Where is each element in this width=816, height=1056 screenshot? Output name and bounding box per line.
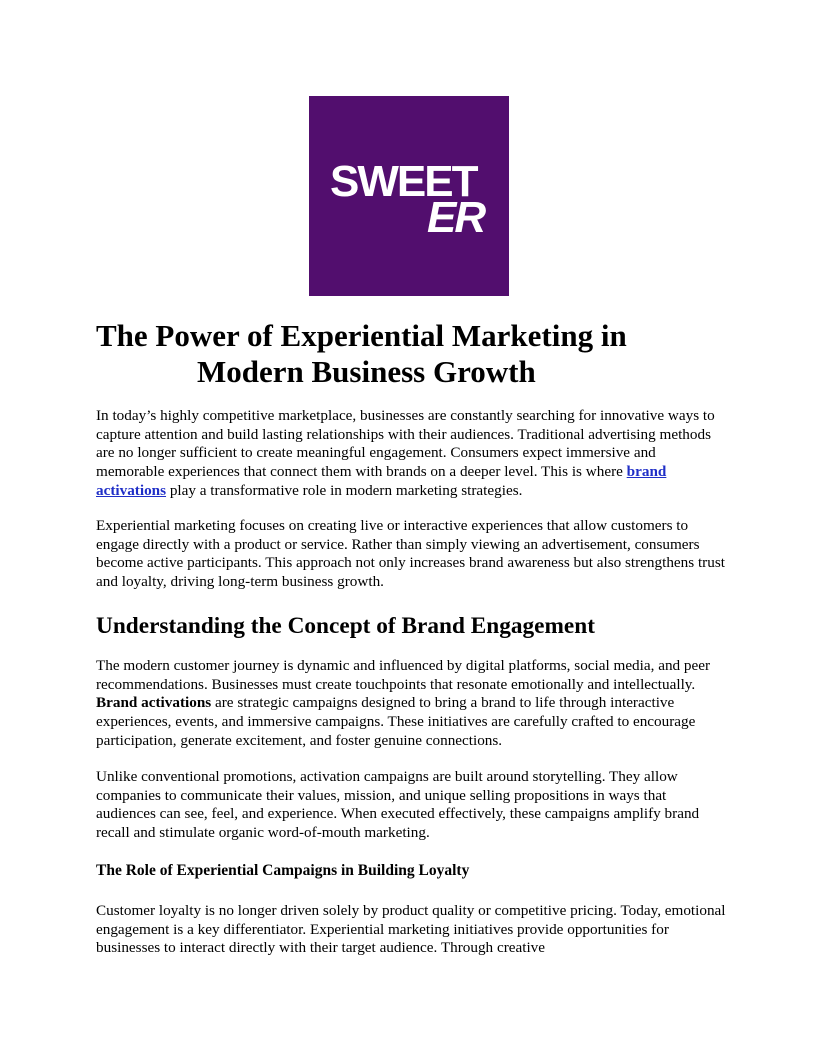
brand-activations-link[interactable]: brand activations: [96, 463, 667, 499]
storytelling-paragraph: Unlike conventional promotions, activation campaigns are built around storytelling. They allow companies to communicate their values, mission, and unique selling propositions in ways that audiences can see, feel, and experience. When executed effectively, these campaigns amplify brand recall and stimulate organic word-of-mouth marketing.: [96, 768, 700, 842]
sweeter-logo: [309, 96, 509, 296]
section-heading-brand-engagement: Understanding the Concept of Brand Engagement: [96, 613, 595, 639]
loyalty-paragraph: Customer loyalty is no longer driven solely by product quality or competitive pricing. Today, emotional engagement is a key differentiator. Experiential marketing initiatives provide opportunities for businesses to interact directly with their target audience. Through creative: [96, 902, 726, 957]
logo-text-line2: ER: [427, 193, 485, 242]
brand-activations-bold: Brand activations: [96, 694, 212, 712]
title-line2: Modern Business Growth: [197, 354, 536, 389]
journey-text-start: The modern customer journey is dynamic and influenced by digital platforms, social media, and peer recommendations. Businesses must create touchpoints that resonate emotionally and intellectually.: [96, 657, 711, 693]
experiential-paragraph: Experiential marketing focuses on creating live or interactive experiences that allow customers to engage directly with a product or service. Rather than simply viewing an advertisement, consumers become active participants. This approach not only increases brand awareness but also strengthens trust and loyalty, driving long-term business growth.: [96, 517, 725, 591]
intro-paragraph: [96, 407, 726, 501]
journey-text-end: are strategic campaigns designed to bring a brand to life through interactive experiences, events, and immersive campaigns. These initiatives are carefully crafted to encourage participation, generate excitement, and foster genuine connections.: [96, 694, 696, 749]
document-title: [96, 318, 736, 390]
intro-text-end: play a transformative role in modern marketing strategies.: [166, 481, 523, 499]
title-line1: The Power of Experiential Marketing in: [96, 318, 627, 353]
section-heading-loyalty: The Role of Experiential Campaigns in Building Loyalty: [96, 862, 470, 879]
customer-journey-paragraph: [96, 657, 726, 751]
logo-text-line1: SWEET: [330, 157, 477, 206]
intro-text-start: In today’s highly competitive marketplace, businesses are constantly searching for innovative ways to capture attention and build lasting relationships with their audiences. Traditional advertising methods are no longer sufficient to create meaningful engagement. Consumers expect immersive and memorable experiences that connect them with brands on a deeper level. This is where: [96, 407, 715, 481]
